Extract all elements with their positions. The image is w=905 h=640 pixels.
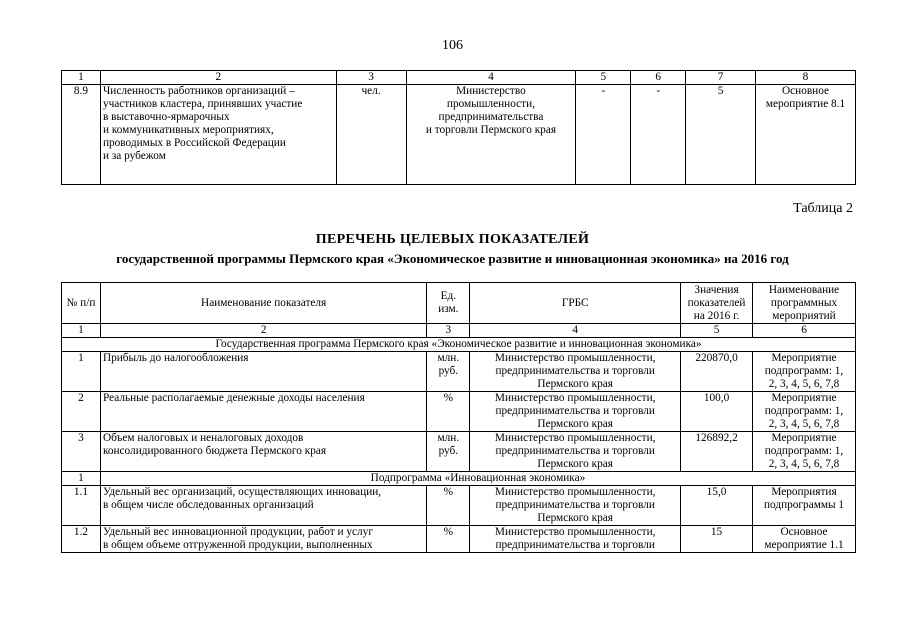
indicator-name: Удельный вес организаций, осуществляющих инновации, в общем числе обследованных организаций	[100, 486, 426, 526]
unit: %	[427, 392, 470, 432]
continuation-table	[61, 70, 856, 185]
table1-header-row	[62, 71, 856, 85]
subprogram-number: 1	[62, 472, 101, 486]
table1-col-7: 7	[686, 71, 756, 85]
header-grbs: ГРБС	[470, 283, 681, 324]
indicator-name: Удельный вес инновационной продукции, работ и услуг в общем объеме отгруженной продукции, выполненных	[100, 526, 426, 553]
document-title: ПЕРЕЧЕНЬ ЦЕЛЕВЫХ ПОКАЗАТЕЛЕЙ	[315, 232, 590, 247]
value-col-7: 5	[686, 85, 756, 185]
colnum-5: 5	[681, 324, 753, 338]
table1-col-8: 8	[756, 71, 856, 85]
unit: млн. руб.	[427, 352, 470, 392]
table1-col-5: 5	[576, 71, 631, 85]
table1-col-2: 2	[100, 71, 336, 85]
table-row	[62, 85, 856, 185]
value-col-5: -	[576, 85, 631, 185]
subprogram-heading-row	[62, 472, 856, 486]
ministry: Министерство промышленности, предпринимательства и торговли Пермского края	[406, 85, 576, 185]
table-caption: Таблица 2	[793, 201, 853, 216]
grbs: Министерство промышленности, предпринимательства и торговли Пермского края	[470, 432, 681, 472]
unit: %	[427, 486, 470, 526]
header-unit: Ед. изм.	[427, 283, 470, 324]
program-title: Государственная программа Пермского края «Экономическое развитие и инновационная экономика»	[62, 338, 856, 352]
row-number: 3	[62, 432, 101, 472]
unit: млн. руб.	[427, 432, 470, 472]
table1-col-4: 4	[406, 71, 576, 85]
indicator-name: Реальные располагаемые денежные доходы населения	[100, 392, 426, 432]
table-row	[62, 392, 856, 432]
row-number: 2	[62, 392, 101, 432]
indicator-value: 100,0	[681, 392, 753, 432]
colnum-6: 6	[753, 324, 856, 338]
colnum-2: 2	[100, 324, 426, 338]
table2-header-row	[62, 283, 856, 324]
events: Мероприятие подпрограмм: 1, 2, 3, 4, 5, 6, 7,8	[753, 352, 856, 392]
header-events: Наименование программных мероприятий	[753, 283, 856, 324]
header-num: № п/п	[62, 283, 101, 324]
grbs: Министерство промышленности, предпринимательства и торговли Пермского края	[470, 486, 681, 526]
indicator-value: 220870,0	[681, 352, 753, 392]
grbs: Министерство промышленности, предпринимательства и торговли	[470, 526, 681, 553]
subprogram-title: Подпрограмма «Инновационная экономика»	[100, 472, 855, 486]
colnum-4: 4	[470, 324, 681, 338]
colnum-3: 3	[427, 324, 470, 338]
document-subtitle: государственной программы Пермского края «Экономическое развитие и инновационная экономика» на 2016 год	[116, 251, 789, 266]
indicator-name: Объем налоговых и неналоговых доходов консолидированного бюджета Пермского края	[100, 432, 426, 472]
events: Мероприятия подпрограммы 1	[753, 486, 856, 526]
column-number-row	[62, 324, 856, 338]
table-row	[62, 526, 856, 553]
table1-col-3: 3	[336, 71, 406, 85]
indicators-table	[61, 282, 856, 553]
table-row	[62, 432, 856, 472]
events: Основное мероприятие 1.1	[753, 526, 856, 553]
table1-col-6: 6	[631, 71, 686, 85]
indicator-value: 15,0	[681, 486, 753, 526]
events: Мероприятие подпрограмм: 1, 2, 3, 4, 5, 6, 7,8	[753, 392, 856, 432]
indicator-value: 15	[681, 526, 753, 553]
indicator-value: 126892,2	[681, 432, 753, 472]
row-number: 1.2	[62, 526, 101, 553]
table1-col-1: 1	[62, 71, 101, 85]
event-ref: Основное мероприятие 8.1	[756, 85, 856, 185]
value-col-6: -	[631, 85, 686, 185]
table-row	[62, 486, 856, 526]
header-name: Наименование показателя	[100, 283, 426, 324]
grbs: Министерство промышленности, предпринимательства и торговли Пермского края	[470, 352, 681, 392]
table-row	[62, 352, 856, 392]
indicator-name: Численность работников организаций – участников кластера, принявших участие в выставочно-ярмарочных и коммуникативных мероприятиях, проводимых в Российской Федерации и за рубежом	[100, 85, 336, 185]
colnum-1: 1	[62, 324, 101, 338]
row-number: 1	[62, 352, 101, 392]
program-heading-row	[62, 338, 856, 352]
row-number: 8.9	[62, 85, 101, 185]
unit: %	[427, 526, 470, 553]
grbs: Министерство промышленности, предпринимательства и торговли Пермского края	[470, 392, 681, 432]
indicator-name: Прибыль до налогообложения	[100, 352, 426, 392]
unit: чел.	[336, 85, 406, 185]
events: Мероприятие подпрограмм: 1, 2, 3, 4, 5, 6, 7,8	[753, 432, 856, 472]
header-value: Значения показателей на 2016 г.	[681, 283, 753, 324]
page-number: 106	[442, 38, 463, 53]
row-number: 1.1	[62, 486, 101, 526]
